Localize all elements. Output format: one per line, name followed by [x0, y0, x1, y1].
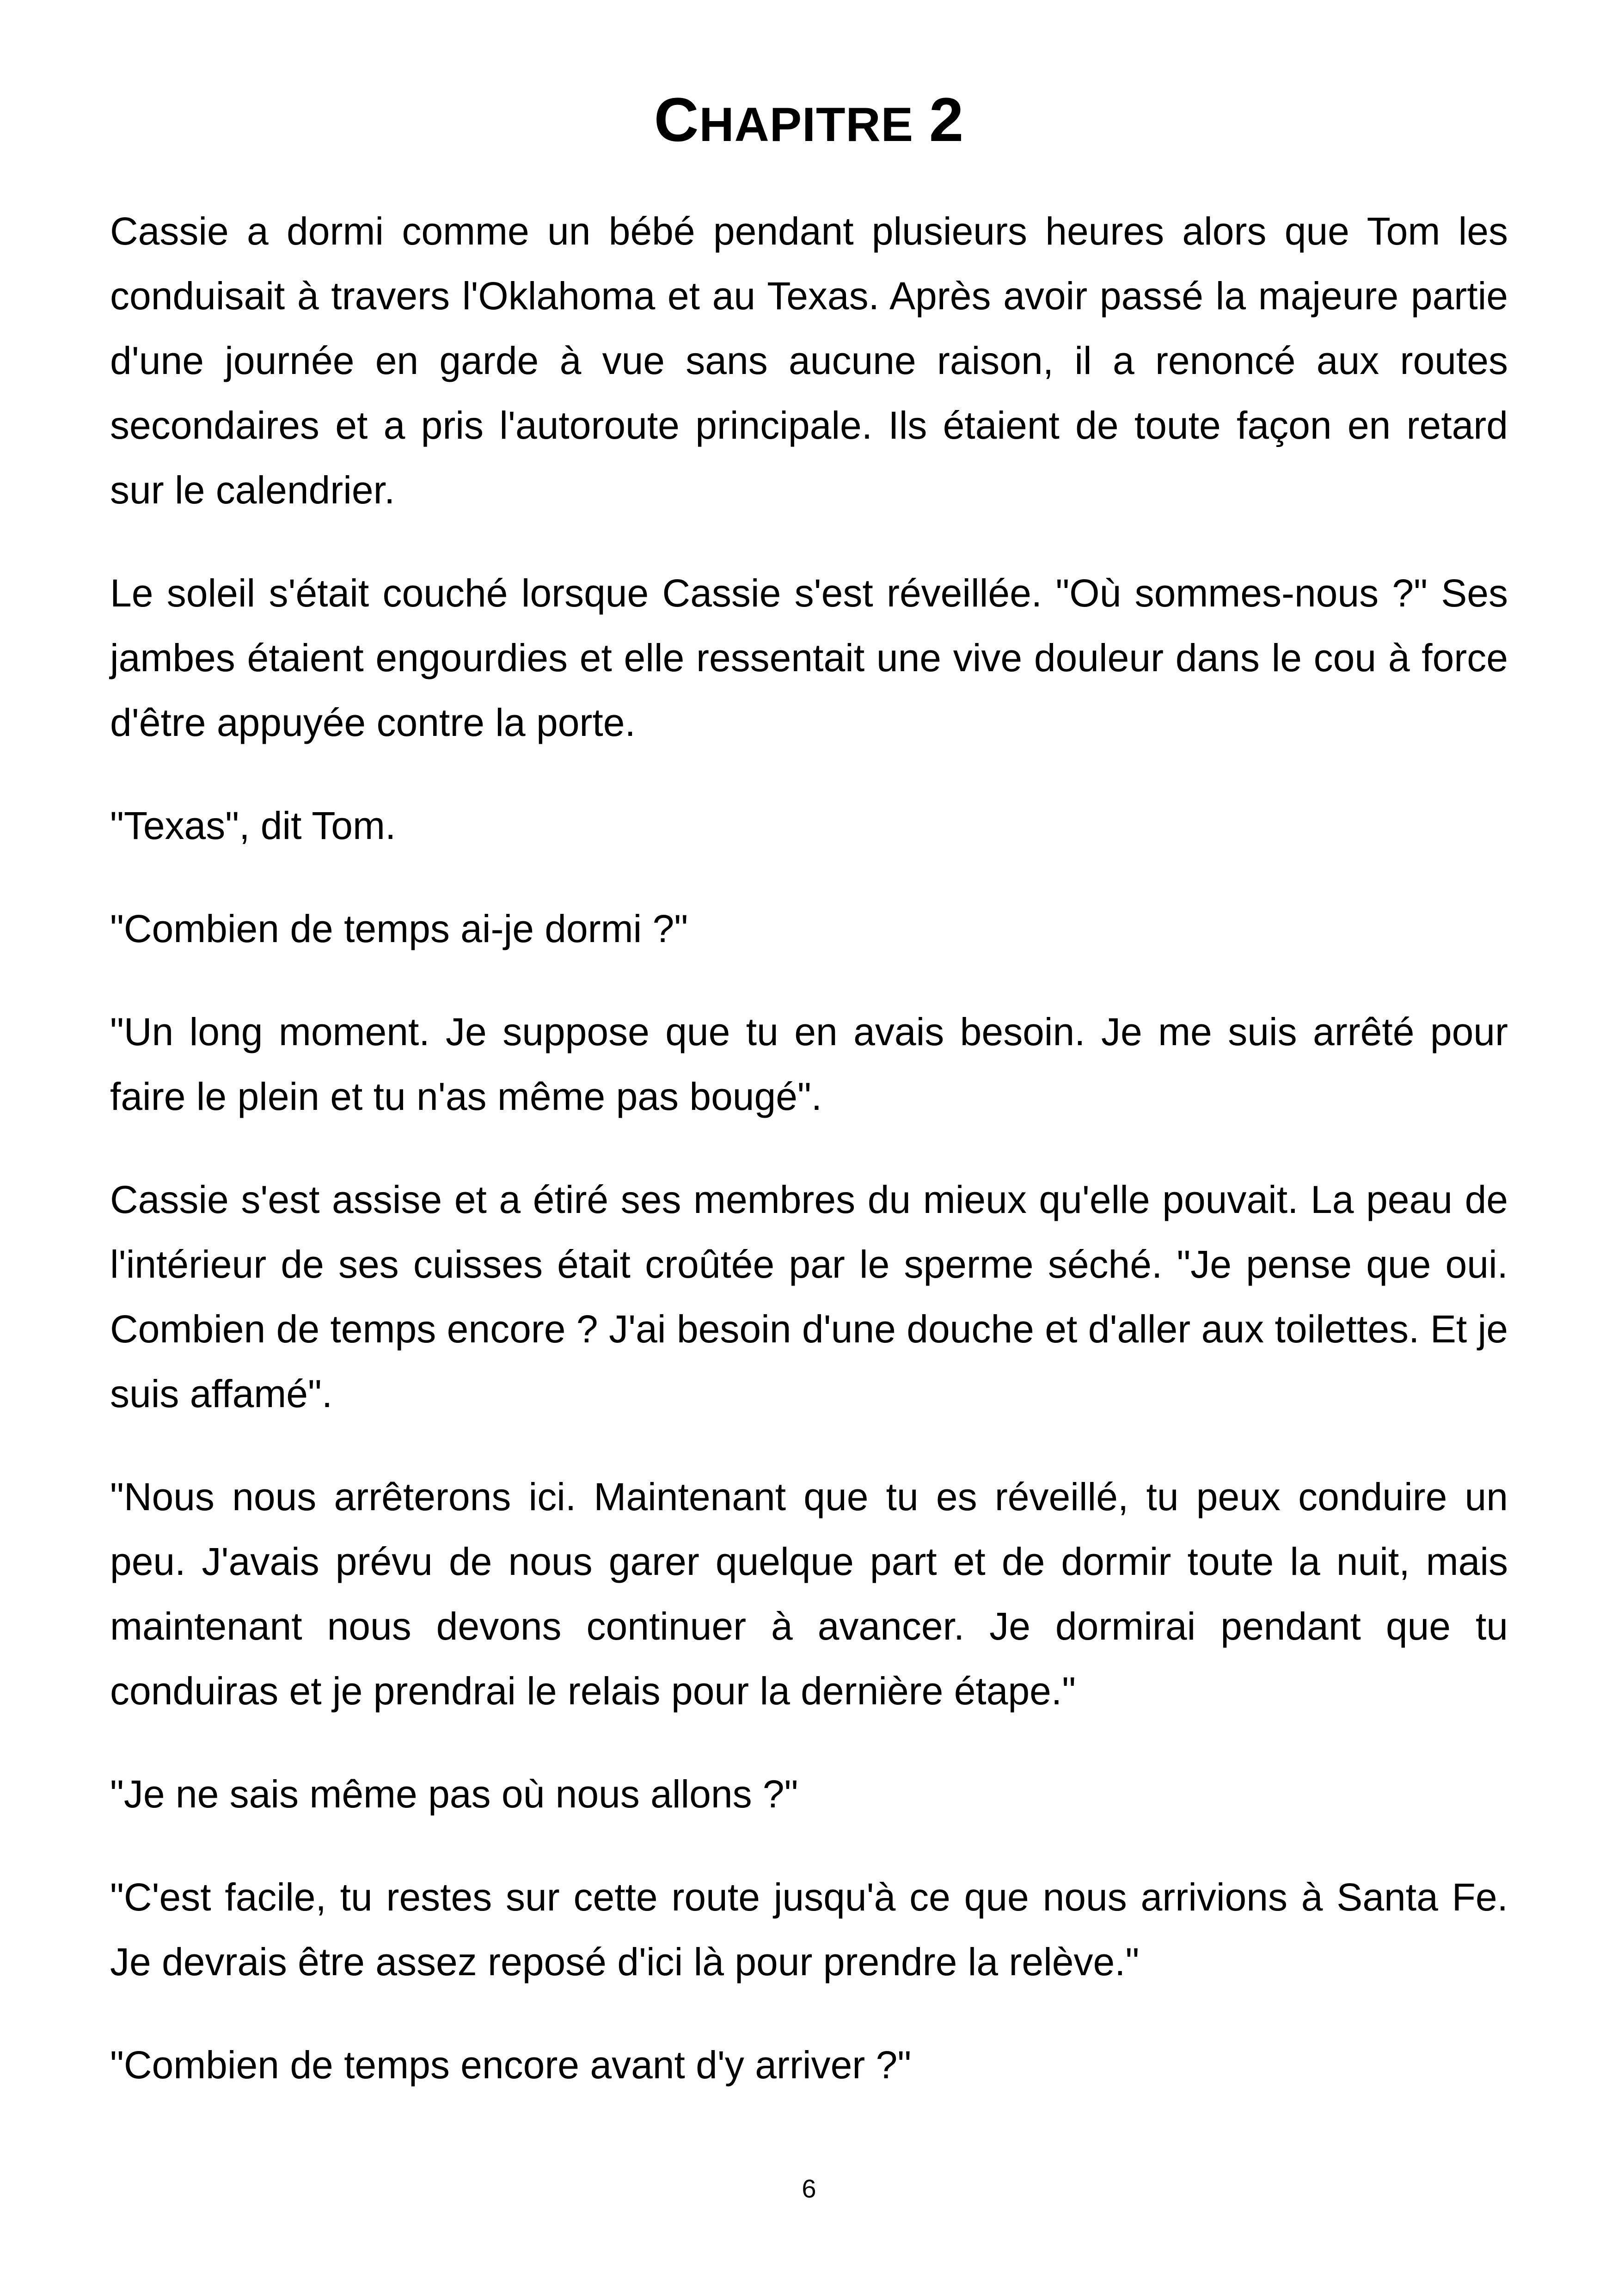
chapter-title: [0, 86, 1618, 159]
chapter-title-word: HAPITRE: [699, 98, 913, 152]
paragraph-9: "C'est facile, tu restes sur cette route jusqu'à ce que nous arrivions à Santa Fe. Je devrais être assez reposé d'ici là pour prendre la relève.": [110, 1875, 1508, 1984]
chapter-title-initial: C: [654, 86, 699, 154]
paragraph-6: Cassie s'est assise et a étiré ses membres du mieux qu'elle pouvait. La peau de l'intérieur de ses cuisses était croûtée par le sperme séché. "Je pense que oui. Combien de temps encore ? J'ai besoin d'une douche et d'aller aux toilettes. Et je suis affamé".: [110, 1178, 1508, 1415]
paragraph-2: Le soleil s'était couché lorsque Cassie s'est réveillée. "Où sommes-nous ?" Ses jambes étaient engourdies et elle ressentait une vive douleur dans le cou à force d'être appuyée contre la porte.: [110, 571, 1508, 744]
paragraph-5: "Un long moment. Je suppose que tu en avais besoin. Je me suis arrêté pour faire le plein et tu n'as même pas bougé".: [110, 1010, 1508, 1118]
chapter-body: [110, 199, 1508, 2136]
chapter-number: 2: [929, 86, 964, 154]
paragraph-8: "Je ne sais même pas où nous allons ?": [110, 1772, 798, 1816]
paragraph-3: "Texas", dit Tom.: [110, 804, 396, 847]
paragraph-1: Cassie a dormi comme un bébé pendant plusieurs heures alors que Tom les conduisait à travers l'Oklahoma et au Texas. Après avoir passé la majeure partie d'une journée en garde à vue sans aucune raison, il a renoncé aux routes secondaires et a pris l'autoroute principale. Ils étaient de toute façon en retard sur le calendrier.: [110, 209, 1508, 512]
paragraph-7: "Nous nous arrêterons ici. Maintenant que tu es réveillé, tu peux conduire un peu. J'avais prévu de nous garer quelque part et de dormir toute la nuit, mais maintenant nous devons continuer à avancer. Je dormirai pendant que tu conduiras et je prendrai le relais pour la dernière étape.": [110, 1475, 1508, 1713]
paragraph-10: "Combien de temps encore avant d'y arriver ?": [110, 2043, 912, 2087]
paragraph-4: "Combien de temps ai-je dormi ?": [110, 907, 688, 950]
page-number: 6: [802, 2174, 816, 2203]
